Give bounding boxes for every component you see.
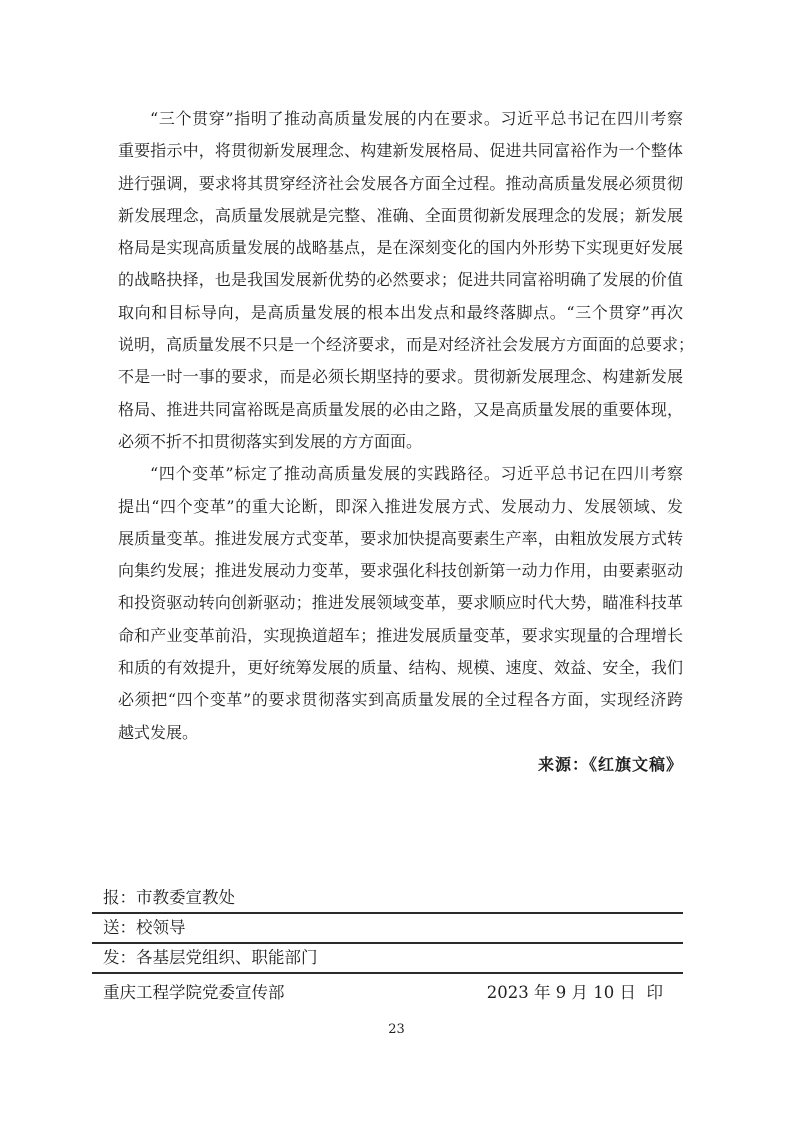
text-line: “三个贯穿”指明了推动高质量发展的内在要求。习近平总书记在四川考察: [150, 109, 683, 128]
footer-row-report: 报：市教委宣教处: [92, 884, 683, 914]
footer-row-issue: 发：各基层党组织、职能部门: [92, 944, 683, 974]
text-line: 新发展理念，高质量发展就是完整、准确、全面贯彻新发展理念的发展；新发展: [118, 205, 683, 225]
text-line: 展质量变革。推进发展方式变革，要求加快提高要素生产率，由粗放发展方式转: [118, 528, 683, 548]
print-date: 2023 年 9 月 10 日 印: [486, 983, 663, 1002]
text-line: 格局、推进共同富裕既是高质量发展的必由之路，又是高质量发展的重要体现，: [118, 399, 683, 419]
text-line: 必须把“四个变革”的要求贯彻落实到高质量发展的全过程各方面，实现经济跨: [118, 690, 683, 710]
text-line: 命和产业变革前沿，实现换道超车；推进发展质量变革，要求实现量的合理增长: [118, 625, 683, 645]
text-line: 越式发展。: [118, 722, 199, 742]
text-line: 进行强调，要求将其贯穿经济社会发展各方面全过程。推动高质量发展必须贯彻: [118, 173, 683, 193]
text-line: 取向和目标导向，是高质量发展的根本出发点和最终落脚点。“三个贯穿”再次: [118, 302, 683, 322]
footer-row-send: 送：校领导: [92, 914, 683, 944]
text-line: 必须不折不扣贯彻落实到发展的方方面面。: [118, 431, 423, 451]
page-number: 23: [388, 1022, 405, 1037]
text-line: “四个变革”标定了推动高质量发展的实践路径。习近平总书记在四川考察: [150, 464, 683, 484]
publisher-name: 重庆工程学院党委宣传部: [103, 983, 285, 1002]
article-body: [118, 103, 695, 781]
text-line: 和投资驱动转向创新驱动；推进发展领域变革，要求顺应时代大势，瞄准科技革: [118, 593, 683, 613]
source-attribution: 来源：《红旗文稿》: [537, 754, 683, 774]
text-line: 向集约发展；推进发展动力变革，要求强化科技创新第一动力作用，由要素驱动: [118, 561, 683, 581]
paragraph-four-transformations: [118, 458, 683, 749]
distribution-footer: [92, 884, 683, 1006]
footer-bottom-row: [92, 974, 683, 1006]
text-line: 提出“四个变革”的重大论断，即深入推进发展方式、发展动力、发展领域、发: [118, 496, 683, 516]
paragraph-three-implementations: [118, 103, 695, 458]
text-line: 重要指示中，将贯彻新发展理念、构建新发展格局、促进共同富裕作为一个整体: [118, 141, 683, 161]
text-line: 不是一时一事的要求，而是必须长期坚持的要求。贯彻新发展理念、构建新发展: [118, 367, 683, 387]
text-line: 说明，高质量发展不只是一个经济要求，而是对经济社会发展方方面面的总要求；: [118, 335, 695, 355]
text-line: 的战略抉择，也是我国发展新优势的必然要求；促进共同富裕明确了发展的价值: [118, 270, 683, 290]
text-line: 和质的有效提升，更好统筹发展的质量、结构、规模、速度、效益、安全，我们: [118, 658, 683, 678]
text-line: 格局是实现高质量发展的战略基点，是在深刻变化的国内外形势下实现更好发展: [118, 238, 683, 258]
